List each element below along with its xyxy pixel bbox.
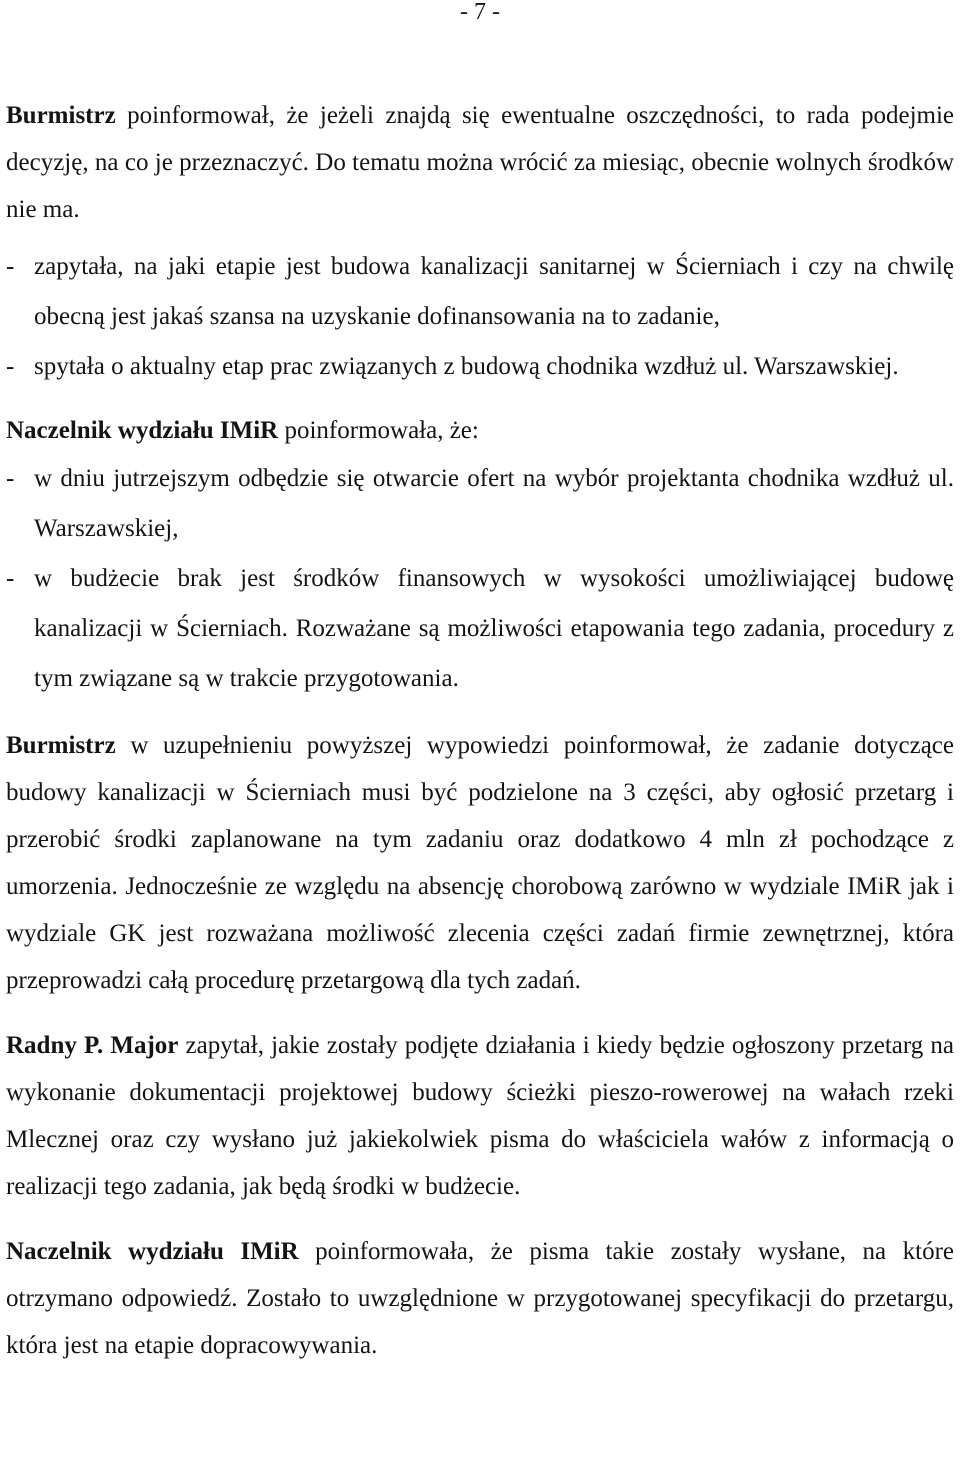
list-item <box>6 342 954 392</box>
list-item-text: w dniu jutrzejszym odbędzie się otwarcie ofert na wybór projektanta chodnika wzdłuż ul. Warszawskiej, <box>34 465 954 542</box>
list-dash: - <box>6 353 15 380</box>
paragraph-burmistrz-2 <box>6 722 954 1004</box>
list-item-text: zapytała, na jaki etapie jest budowa kanalizacji sanitarnej w Ścierniach i czy na chwilę obecną jest jakaś szansa na uzyskanie dofinansowania na to zadanie, <box>34 253 954 330</box>
list-item-text: w budżecie brak jest środków finansowych w wysokości umożliwiającej budowę kanalizacji w Ścierniach. Rozważane są możliwości etapowania tego zadania, procedury z tym związane są w trakcie przygotowania. <box>34 565 954 692</box>
paragraph-text: w uzupełnieniu powyższej wypowiedzi poinformował, że zadanie dotyczące budowy kanalizacji w Ścierniach musi być podzielone na 3 części, aby ogłosić przetarg i przerobić środki zaplanowane na tym zadaniu oraz dodatkowo 4 mln zł pochodzące z umorzenia. Jednocześnie ze względu na absencję chorobową zarówno w wydziale IMiR jak i wydziale GK jest rozważana możliwość zlecenia części zadań firmie zewnętrznej, która przeprowadzi całą procedurę przetargową dla tych zadań. <box>6 732 954 994</box>
list-item <box>6 454 954 554</box>
speaker-name: Radny P. Major <box>6 1032 179 1059</box>
list-dash: - <box>6 253 15 280</box>
paragraph-text: zapytał, jakie zostały podjęte działania i kiedy będzie ogłoszony przetarg na wykonanie dokumentacji projektowej budowy ścieżki pieszo-rowerowej na wałach rzeki Mlecznej oraz czy wysłano już jakiekolwiek pisma do właściciela wałów z informacją o realizacji tego zadania, jak będą środki w budżecie. <box>6 1032 954 1200</box>
paragraph-text: poinformowała, że: <box>278 417 479 444</box>
speaker-name: Burmistrz <box>6 102 116 129</box>
list-item <box>6 554 954 704</box>
page-number: - 7 - <box>460 0 500 25</box>
speaker-name: Naczelnik wydziału IMiR <box>6 1238 299 1265</box>
list-item-text: spytała o aktualny etap prac związanych z budową chodnika wzdłuż ul. Warszawskiej. <box>34 353 899 380</box>
paragraph-radny-major <box>6 1022 954 1210</box>
paragraph-text: poinformował, że jeżeli znajdą się ewentualne oszczędności, to rada podejmie decyzję, na co je przeznaczyć. Do tematu można wrócić za miesiąc, obecnie wolnych środków nie ma. <box>6 102 954 223</box>
paragraph-naczelnik-1 <box>6 407 954 454</box>
list-dash: - <box>6 565 15 592</box>
document-body <box>6 92 954 1369</box>
answer-list <box>6 454 954 704</box>
paragraph-naczelnik-2 <box>6 1228 954 1369</box>
list-dash: - <box>6 465 15 492</box>
list-item <box>6 242 954 342</box>
paragraph-text: poinformowała, że pisma takie zostały wysłane, na które otrzymano odpowiedź. Zostało to uwzględnione w przygotowanej specyfikacji do przetargu, która jest na etapie dopracowywania. <box>6 1238 954 1359</box>
speaker-name: Burmistrz <box>6 732 116 759</box>
question-list <box>6 242 954 392</box>
speaker-name: Naczelnik wydziału IMiR <box>6 417 279 444</box>
paragraph-burmistrz-1 <box>6 92 954 233</box>
